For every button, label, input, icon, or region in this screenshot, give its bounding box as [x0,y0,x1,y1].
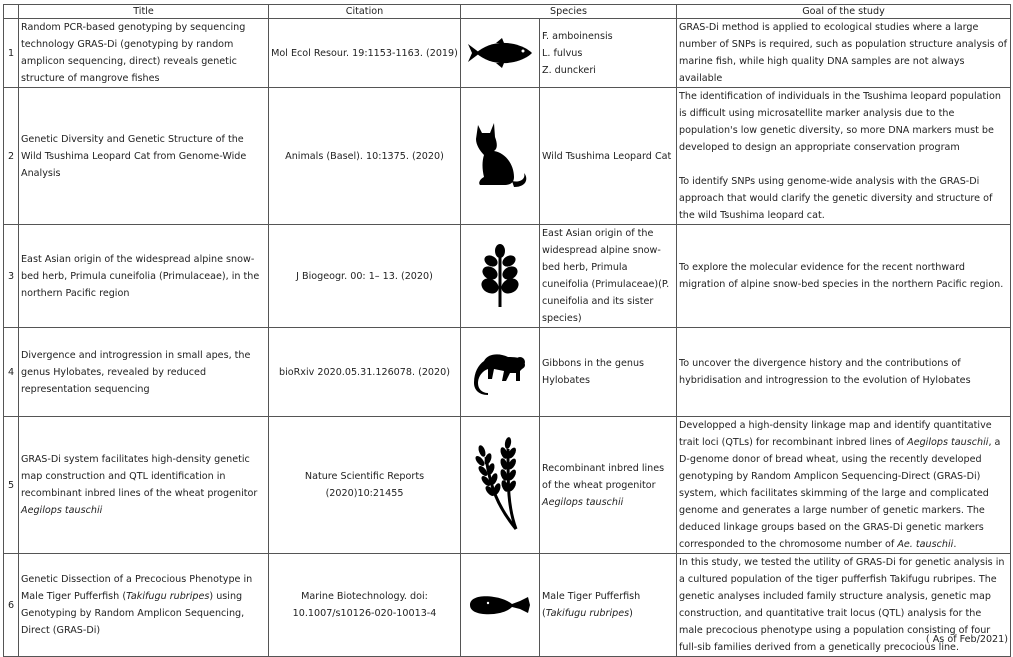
header-row [4,5,1011,19]
row-title: Genetic Diversity and Genetic Structure of the Wild Tsushima Leopard Cat from Genome-Wide Analysis [19,88,269,225]
row-species: Gibbons in the genus Hylobates [540,328,677,417]
as-of-note: ( As of Feb/2021) [925,634,1008,645]
fish-icon [466,38,534,68]
paragraph-gap [679,156,1008,173]
table-row [4,19,1011,88]
species-paren: ) [629,608,633,619]
table-row [4,417,1011,554]
header-goal: Goal of the study [677,5,1011,19]
table-row [4,328,1011,417]
title-text: GRAS-Di system facilitates high-density genetic map construction and QTL identification in recombinant inbred lines of the wheat progenitor [21,454,258,499]
wheat-icon [472,437,528,533]
species-name: L. fulvus [542,47,583,59]
row-goal: To uncover the divergence history and the contributions of hybridisation and introgression to the evolution of Hylobates [677,328,1011,417]
title-species-italic: Takifugu rubripes [126,591,210,602]
title-text: Genetic Dissection of a Precocious Phenotype in Male Tiger Pufferfish ( [21,574,253,602]
row-species [540,19,677,88]
species-image-cell [461,225,540,328]
species-text: Recombinant inbred lines of the wheat progenitor [542,462,665,491]
row-citation: Mol Ecol Resour. 19:1153-1163. (2019) [269,19,461,88]
row-number: 2 [4,88,19,225]
species-image-cell [461,88,540,225]
table-row [4,88,1011,225]
goal-italic: Aegilops tauschii [907,437,989,448]
row-goal: To explore the molecular evidence for the recent northward migration of alpine snow-bed species in the northern Pacific region. [677,225,1011,328]
row-citation: Nature Scientific Reports (2020)10:21455 [269,417,461,554]
row-goal [677,88,1011,225]
goal-text: , a D-genome donor of bread wheat, using the recently developed genotyping by Random Amplicon Sequencing-Direct (GRAS-Di) system, which facilitates skimming of the large and complicated genome and generates a large number of genetic markers. The deduced linkage groups based on the GRAS-Di genetic markers corresponded to the chromosome number of [679,437,1001,550]
species-image-cell [461,328,540,417]
species-image-cell [461,554,540,657]
goal-paragraph: The identification of individuals in the Tsushima leopard population is difficult using microsatellite marker analysis due to the population's low genetic diversity, so more DNA markers must be developed to design an appropriate conservation program [679,91,1001,153]
monkey-icon [470,347,530,397]
goal-text: . [953,539,957,550]
row-citation [269,554,461,657]
table-row [4,225,1011,328]
cat-icon [470,121,530,191]
row-citation: bioRxiv 2020.05.31.126078. (2020) [269,328,461,417]
row-number: 6 [4,554,19,657]
goal-paragraph: To identify SNPs using genome-wide analysis with the GRAS-Di approach that would clarify the genetic diversity and structure of the wild Tsushima leopard cat. [679,176,993,221]
header-num [4,5,19,19]
citation-line: Marine Biotechnology. doi: [301,591,428,602]
citation-line: 10.1007/s10126-020-10013-4 [292,608,437,619]
species-paren: ( [542,608,546,619]
row-goal: In this study, we tested the utility of GRAS-Di for genetic analysis in a cultured population of the tiger pufferfish Takifugu rubripes. The genetic analyses included family structure analysis, genetic map construction, and quantitative trait locus (QTL) analysis for the male precocious phenotype using a population consisting of four full-sib families derived from a genetically precocious line. [677,554,1011,657]
header-citation: Citation [269,5,461,19]
row-title [19,554,269,657]
title-text: ) using Genotyping by Random Amplicon Sequencing, Direct (GRAS-Di) [21,591,245,636]
row-goal [677,417,1011,554]
row-number: 1 [4,19,19,88]
title-species-italic: Aegilops tauschii [21,505,103,516]
species-text: Male Tiger Pufferfish [542,591,641,602]
row-title [19,417,269,554]
species-italic: Takifugu rubripes [545,608,630,619]
row-number: 3 [4,225,19,328]
species-italic: Aegilops tauschii [542,496,624,508]
row-goal: GRAS-Di method is applied to ecological studies where a large number of SNPs is required, such as population structure analysis of marine fish, while high quality DNA samples are not always available [677,19,1011,88]
studies-table [3,4,1011,657]
goal-italic: Ae. tauschii [897,539,954,550]
row-title: East Asian origin of the widespread alpine snow-bed herb, Primula cuneifolia (Primulaceae), in the northern Pacific region [19,225,269,328]
species-name: Z. dunckeri [542,64,596,76]
row-species: East Asian origin of the widespread alpine snow-bed herb, Primula cuneifolia (Primulaceae)(P. cuneifolia and its sister species) [540,225,677,328]
row-number: 4 [4,328,19,417]
species-name: F. amboinensis [542,30,613,42]
row-title: Divergence and introgression in small apes, the genus Hylobates, revealed by reduced representation sequencing [19,328,269,417]
row-species [540,417,677,554]
plant-icon [480,243,520,309]
row-title: Random PCR-based genotyping by sequencing technology GRAS-Di (genotyping by random amplicon sequencing, direct) reveals genetic structure of mangrove fishes [19,19,269,88]
goal-text: Developped a high-density linkage map and identify quantitative trait loci (QTLs) for recombinant inbred lines of [679,420,992,448]
species-image-cell [461,19,540,88]
row-citation: J Biogeogr. 00: 1– 13. (2020) [269,225,461,328]
row-species [540,554,677,657]
table-row [4,554,1011,657]
header-species: Species [461,5,677,19]
row-species: Wild Tsushima Leopard Cat [540,88,677,225]
species-image-cell [461,417,540,554]
pufferfish-icon [468,593,532,617]
header-title: Title [19,5,269,19]
row-citation: Animals (Basel). 10:1375. (2020) [269,88,461,225]
row-number: 5 [4,417,19,554]
